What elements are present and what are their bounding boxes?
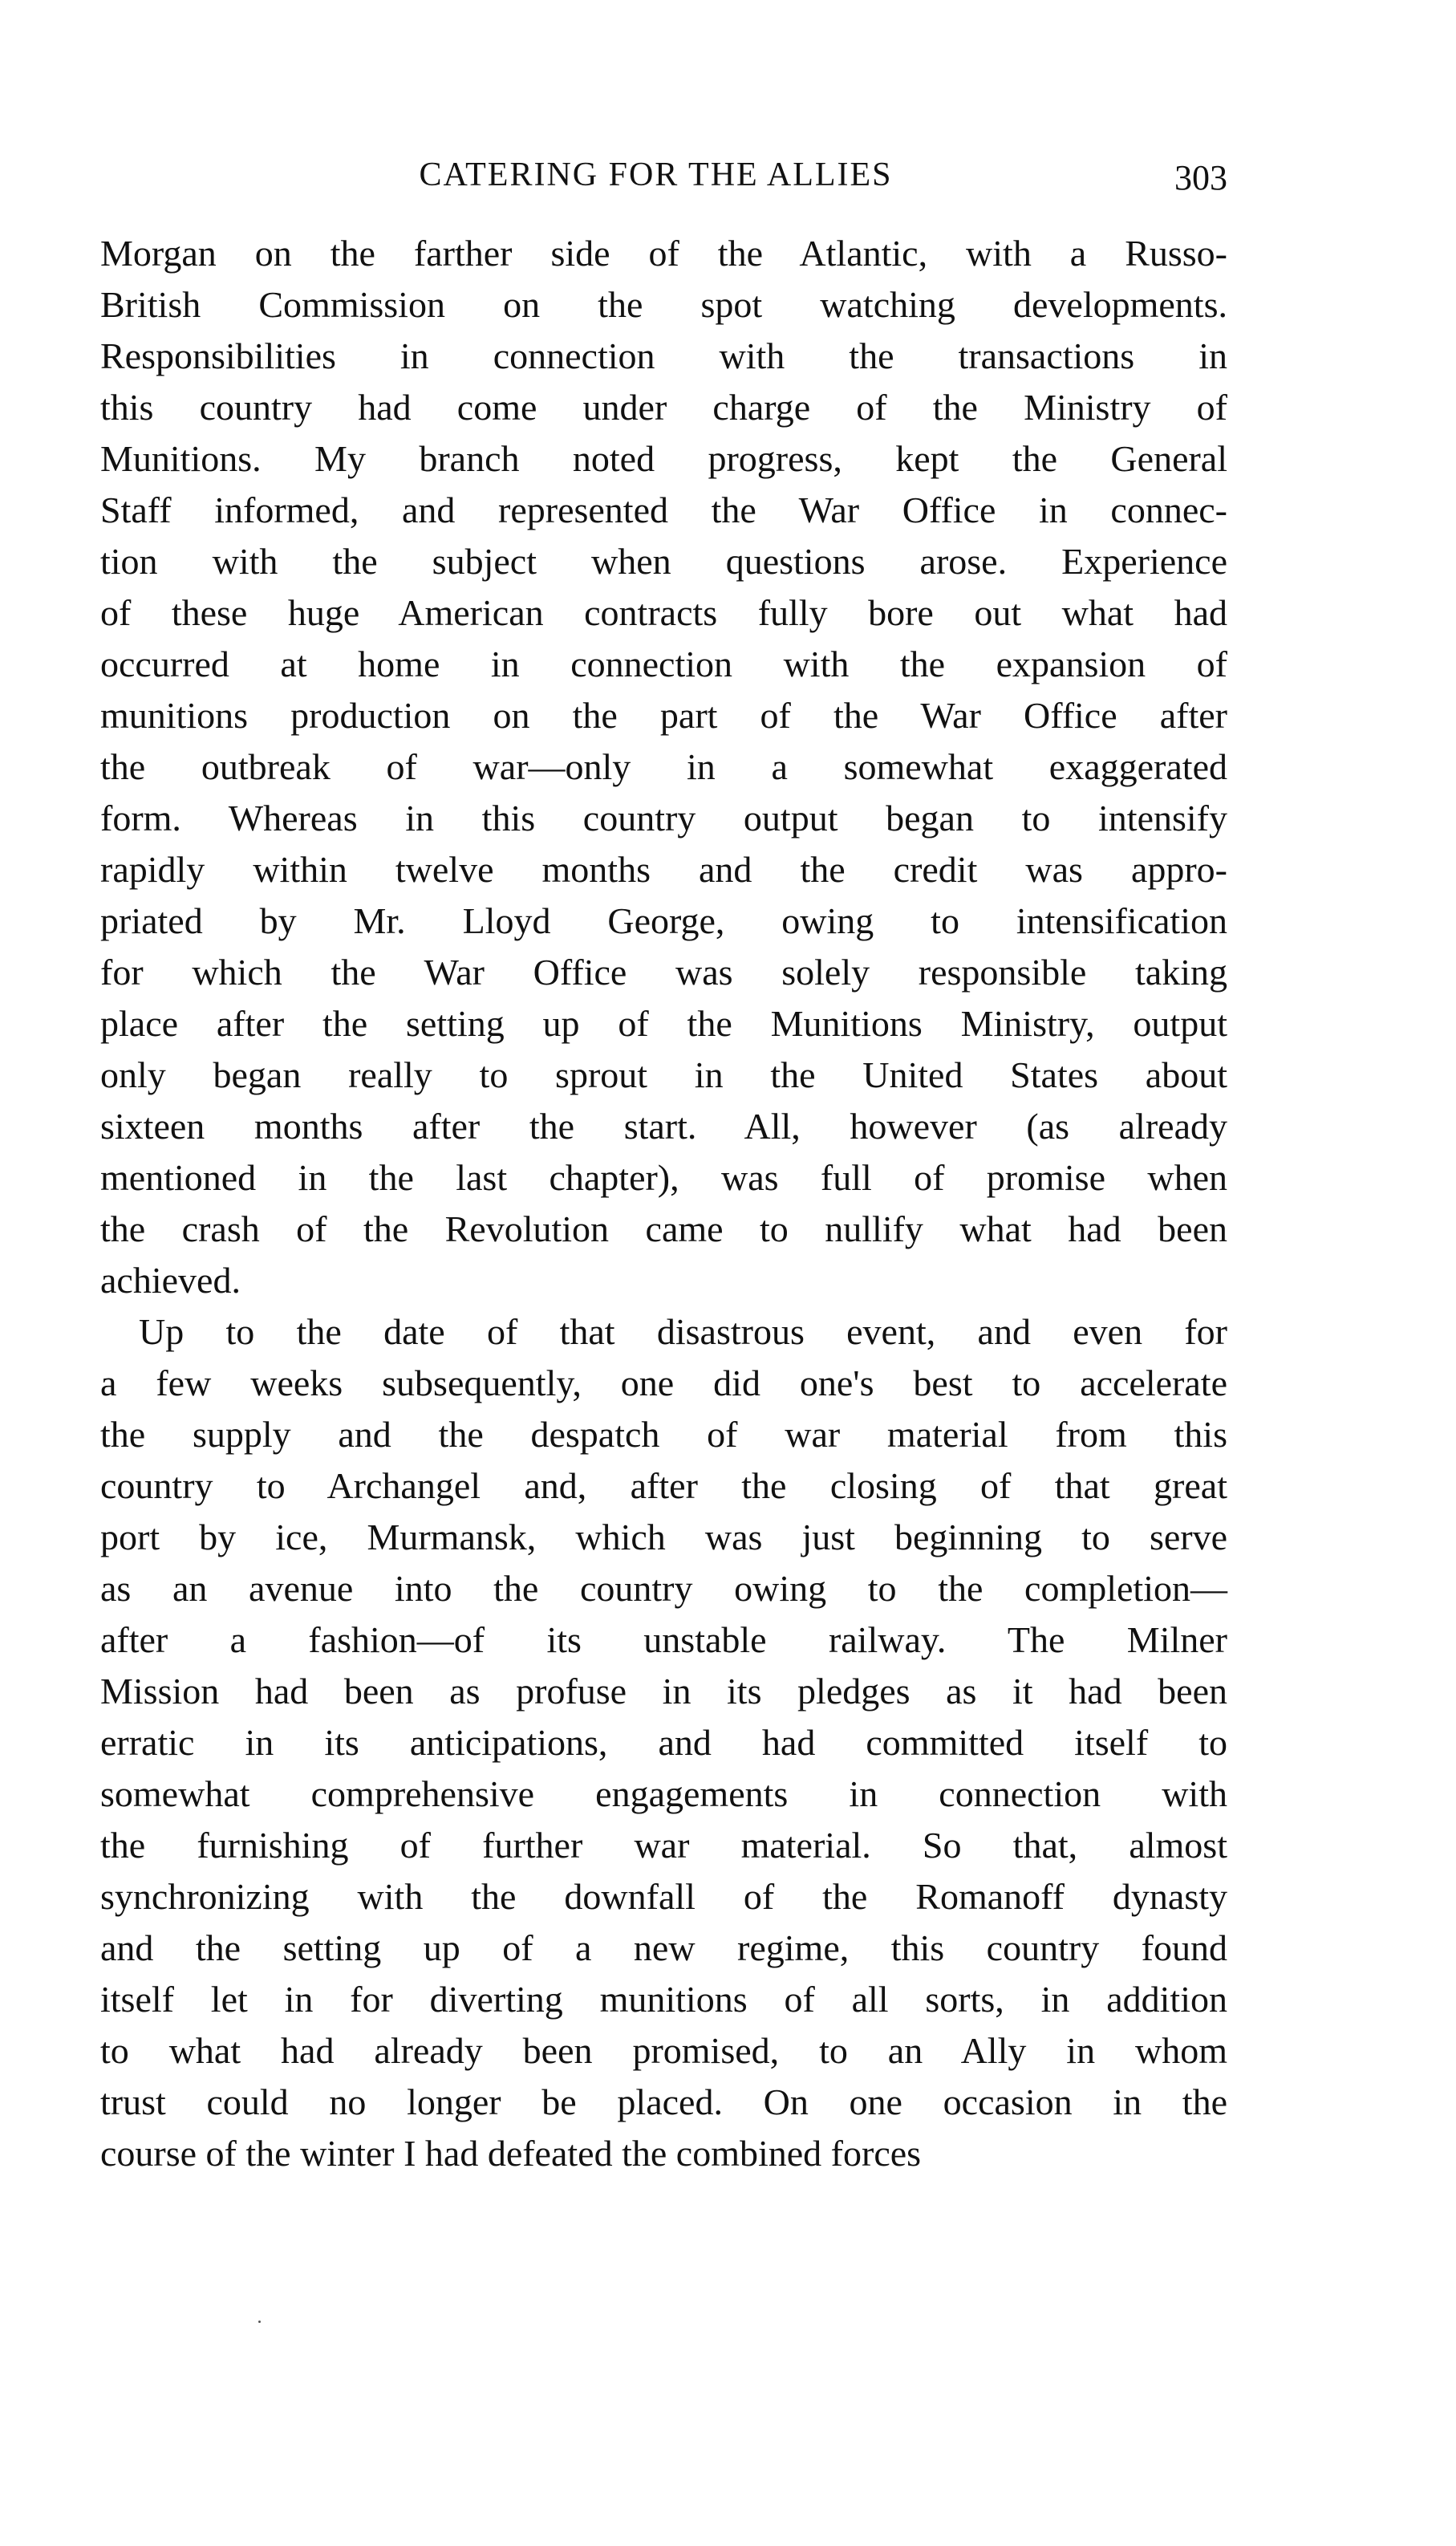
text-line: only began really to sprout in the United States about (100, 1054, 1227, 1095)
page-header (100, 149, 1227, 201)
text-line: form. Whereas in this country output began to intensify (100, 798, 1227, 839)
text-line: country to Archangel and, after the closing of that great (100, 1465, 1227, 1506)
text-line: Staff informed, and represented the War Office in connec- (100, 489, 1227, 530)
stray-mark (258, 2321, 261, 2323)
text-line: British Commission on the spot watching developments. (100, 284, 1227, 325)
text-line: port by ice, Murmansk, which was just beginning to serve (100, 1517, 1227, 1557)
text-line: Munitions. My branch noted progress, kept the General (100, 438, 1227, 479)
text-line: itself let in for diverting munitions of all sorts, in addition (100, 1979, 1227, 2020)
body-text (100, 228, 1227, 2179)
text-line: the supply and the despatch of war material from this (100, 1414, 1227, 1455)
text-line: after a fashion—of its unstable railway. The Milner (100, 1619, 1227, 1660)
text-line: the crash of the Revolution came to nullify what had been (100, 1208, 1227, 1249)
text-line: this country had come under charge of the Ministry of (100, 387, 1227, 428)
text-line: for which the War Office was solely responsible taking (100, 952, 1227, 993)
text-line: Mission had been as profuse in its pledges as it had been (100, 1671, 1227, 1712)
text-line: achieved. (100, 1260, 241, 1301)
text-line: Morgan on the farther side of the Atlantic, with a Russo- (100, 233, 1227, 274)
text-line: Responsibilities in connection with the transactions in (100, 335, 1227, 376)
text-line: to what had already been promised, to an Ally in whom (100, 2030, 1227, 2071)
text-line: synchronizing with the downfall of the Romanoff dynasty (100, 1876, 1227, 1917)
text-line: erratic in its anticipations, and had committed itself to (100, 1722, 1227, 1763)
text-line: the outbreak of war—only in a somewhat exaggerated (100, 746, 1227, 787)
paragraph (100, 228, 1227, 1306)
text-line: the furnishing of further war material. So that, almost (100, 1825, 1227, 1866)
text-line: sixteen months after the start. All, however (as already (100, 1106, 1227, 1147)
paragraph (100, 1306, 1227, 2179)
running-title: CATERING FOR THE ALLIES (419, 156, 893, 193)
text-line: mentioned in the last chapter), was full of promise when (100, 1157, 1227, 1198)
text-line: trust could no longer be placed. On one occasion in the (100, 2081, 1227, 2122)
text-line: course of the winter I had defeated the combined forces (100, 2133, 922, 2174)
text-line: of these huge American contracts fully bore out what had (100, 592, 1227, 633)
text-line: priated by Mr. Lloyd George, owing to intensification (100, 900, 1227, 941)
page-number: 303 (1174, 158, 1227, 197)
text-line: place after the setting up of the Munitions Ministry, output (100, 1003, 1227, 1044)
text-line: Up to the date of that disastrous event, and even for (139, 1311, 1227, 1352)
text-line: occurred at home in connection with the expansion of (100, 644, 1227, 684)
text-line: as an avenue into the country owing to the completion— (100, 1568, 1227, 1609)
text-line: a few weeks subsequently, one did one's best to accelerate (100, 1362, 1227, 1403)
text-line: and the setting up of a new regime, this country found (100, 1927, 1227, 1968)
text-line: rapidly within twelve months and the credit was appro- (100, 849, 1227, 890)
text-line: tion with the subject when questions arose. Experience (100, 541, 1227, 582)
text-line: munitions production on the part of the War Office after (100, 695, 1227, 736)
text-line: somewhat comprehensive engagements in connection with (100, 1773, 1227, 1814)
